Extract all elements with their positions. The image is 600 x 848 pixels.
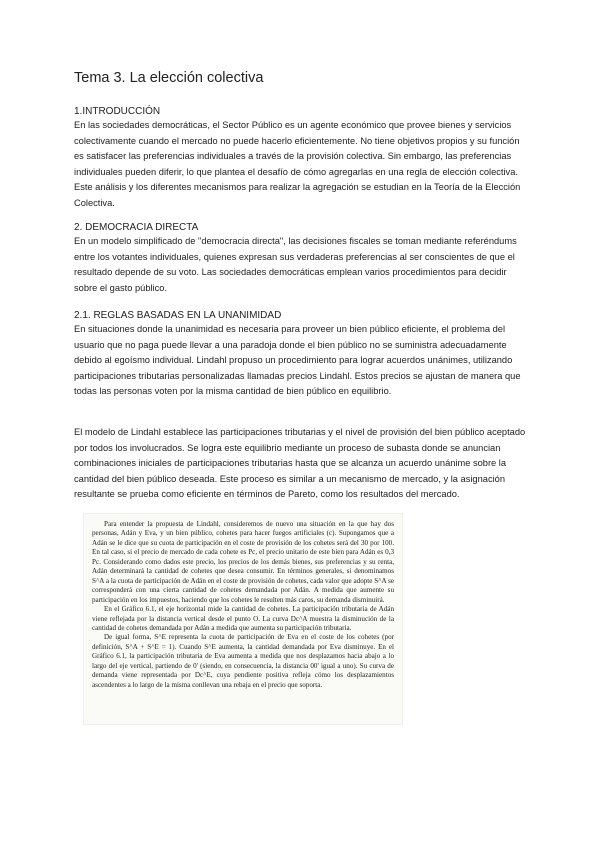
- paragraph-body: El modelo de Lindahl establece las participaciones tributarias y el nivel de provisión del bien público aceptado por todos los involucrados. Se logra este equilibrio mediante un proceso de subasta donde se anuncian combinaciones iniciales de participaciones tributarias hasta que se alcanza un acuerdo unánime sobre la cantidad del bien público deseada. Este proceso es similar a un mecanismo de mercado, y la asignación resultante se prueba como eficiente en términos de Pareto, como los resultados del mercado.: [74, 427, 526, 500]
- section-heading: 2.1. REGLAS BASADAS EN LA UNANIMIDAD: [74, 310, 282, 321]
- section-unanimidad: [74, 310, 526, 400]
- textbook-excerpt-image: [84, 514, 402, 724]
- paragraph-lindahl: [74, 425, 526, 503]
- section-democracia-directa: [74, 222, 526, 296]
- excerpt-paragraph: De igual forma, S^E representa la cuota de participación de Eva en el coste de los cohetes (por definición, S^A + S^E = 1). Cuando S^E aumenta, la cantidad demandada por Eva disminuye. En el Gráfico 6.1, la participación tributaria de Eva aumenta a medida que nos desplazamos hacia abajo a lo largo del eje vertical, partiendo de 0' (siendo, en consecuencia, la distancia 00' igual a uno). Su curva de demanda viene representada por Dc^E, cuya pendiente positiva refleja cómo los desplazamientos ascendentes a lo largo de la misma conllevan una rebaja en el precio que soporta.: [92, 633, 394, 689]
- section-heading: 1.INTRODUCCIÓN: [74, 106, 161, 117]
- section-heading: 2. DEMOCRACIA DIRECTA: [74, 222, 199, 233]
- section-body: En situaciones donde la unanimidad es necesaria para proveer un bien público eficiente, el problema del usuario que no paga puede llevar a una paradoja donde el bien público no se suministra adecuadamente debido al egoísmo individual. Lindahl propuso un procedimiento para lograr acuerdos unánimes, utilizando participaciones tributarias personalizadas llamadas precios Lindahl. Estos precios se ajustan de manera que todas las personas voten por la misma cantidad de bien público en equilibrio.: [74, 324, 521, 397]
- section-body: En las sociedades democráticas, el Sector Público es un agente económico que provee bienes y servicios colectivamente cuando el mercado no puede hacerlo eficientemente. No tiene objetivos propios y su función es satisfacer las preferencias individuales a través de la provisión colectiva. Sin embargo, las preferencias individuales pueden diferir, lo que plantea el desafío de cómo agregarlas en una regla de elección colectiva. Este análisis y los diferentes mecanismos para realizar la agregación se estudian en la Teoría de la Elección Colectiva.: [74, 120, 521, 208]
- page-title: Tema 3. La elección colectiva: [74, 70, 264, 86]
- section-body: En un modelo simplificado de "democracia directa", las decisiones fiscales se toman mediante referéndums entre los votantes individuales, quienes expresan sus verdaderas preferencias al ser conscientes de que el resultado depende de su voto. Las sociedades democráticas emplean varios procedimientos para decidir sobre el gasto público.: [74, 236, 517, 293]
- excerpt-paragraph: Para entender la propuesta de Lindahl, consideremos de nuevo una situación en la que hay dos personas, Adán y Eva, y un bien público, cohetes para hacer fuegos artificiales (c). Supongamos que a Adán se le dice que su cuota de participación en el coste de provisión de los cohetes será del 30 por 100. En tal caso, si el precio de mercado de cada cohete es Pc, el precio unitario de este bien para Adán es 0,3 Pc. Considerando como dados este precio, los precios de los demás bienes, sus preferencias y su renta, Adán determinará la cantidad de cohetes que desea consumir. En términos generales, si denominamos S^A a la cuota de participación de Adán en el coste de provisión de cohetes, cada valor que adopte S^A se corresponderá con una cierta cantidad de cohetes demandada por Adán. A medida que aumente su participación en los impuestos, haciendo que los cohetes le resulten más caros, su demanda disminuirá.: [92, 520, 394, 604]
- section-introduccion: [74, 106, 526, 212]
- excerpt-paragraph: En el Gráfico 6.1, el eje horizontal mide la cantidad de cohetes. La participación tributaria de Adán viene reflejada por la distancia vertical desde el punto O. La curva Dc^A muestra la disminución de la cantidad de cohetes demandada por Adán a medida que aumenta su participación tributaria.: [92, 605, 394, 632]
